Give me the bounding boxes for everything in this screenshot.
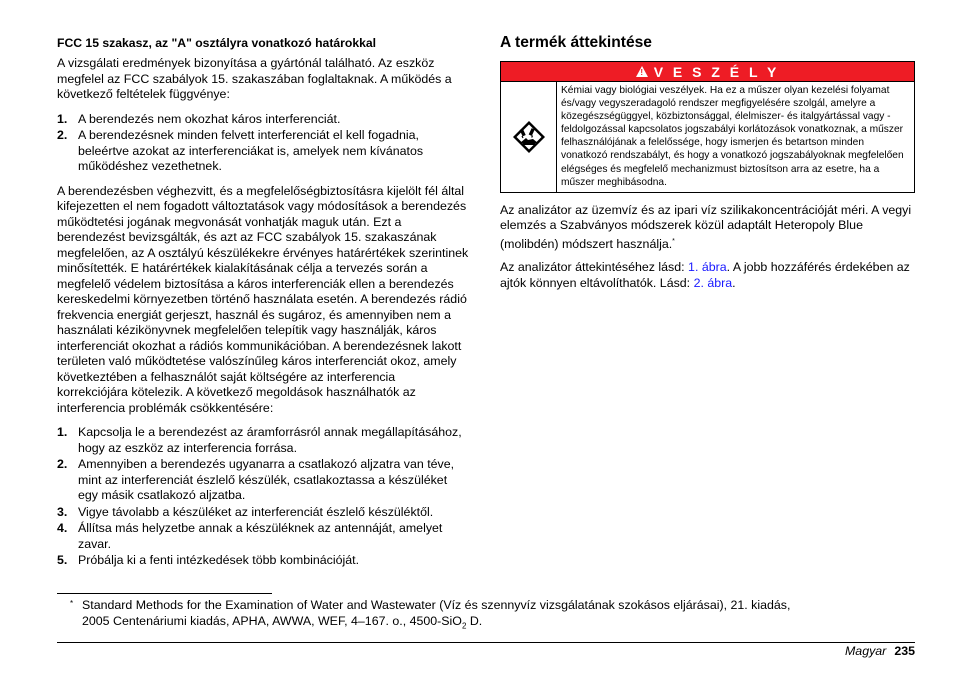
interference-solutions-list [57,425,469,569]
footnote-text: Standard Methods for the Examination of Water and Wastewater (Víz és szennyvíz vizsgálatának szokásos eljárásai), 21. kiadás, 2005 Centenáriumi kiadás, APHA, AWWA, WEF, 4–167. o., 4500-SiO$_2$ D. [82,598,791,630]
footer-divider [57,642,915,643]
footnote [70,598,870,633]
footnote-mark: * [70,599,74,608]
figure-1-link[interactable]: 1. ábra [688,260,727,275]
figure-2-link[interactable]: 2. ábra [693,275,733,290]
section-title: A termék áttekintése [500,34,652,51]
danger-notice [500,61,915,193]
danger-header [501,62,914,82]
list-item: 1. Kapcsolja le a berendezést az áramforrásról annak megállapításához, hogy az eszköz az interferencia forrása. [57,425,462,455]
warning-triangle-icon: ! [636,66,648,77]
page-number: 235 [894,644,915,658]
list-item: 5. Próbálja ki a fenti intézkedések több kombinációját. [57,553,360,567]
list-item: 4. Állítsa más helyzetbe annak a készüléknek az antennáját, amelyet zavar. [57,521,443,551]
fcc-body: A berendezésben véghezvitt, és a megfelelőségbiztosításra kijelölt fél által kifejezetten el nem fogadott változtatások vagy módosítások a berendezés működtetési jogának megvonását vonhatják maguk után. Ezt a berendezést bevizsgálták, és azt az FCC szabályok 15. szakaszának megfelelően, az A osztályú készülékekre érvényes határértékek szerintinek minősítették. E határértékek kialakításának célja a tervezés során a megfelelő védelem biztosítása a káros interferenciák ellen a berendezés kereskedelmi környezetben történő használata esetén. A berendezés rádió frekvencia energiát gerjeszt, használ és sugároz, és amennyiben nem a használati kézikönyvnek megfelelően telepítik vagy használják, káros interferenciát okozhat a rádiós kommunikációban. A berendezésnek lakott területen való működtetése valószínűleg káros interferenciát okoz, amely következtében a felhasználót saját költségére az interferencia korrekciójára kötelezik. A következő megoldások használhatók az interferencia problémák csökkentésére: [57,183,469,415]
danger-text: Kémiai vagy biológiai veszélyek. Ha ez a műszer olyan kezelési folyamat és/vagy vegyszeradagoló rendszer megfigyelésére szolgál, amelyre a közegészségüggyel, közbiztonsággal, élelmiszer- és italgyártással vagy -feldolgozással kapcsolatos jogszabályi korlátozások vonatkoznak, a műszer felhasználójának a felelőssége, hogy ismerjen és betartson minden vonatkozó rendszabályt, és hogy a vonatkozó jogszabályoknak megfelelően elégséges és megfelelő mechanizmust biztosítson arra az esetre, ha a műszer meghibásodna. [561,85,904,188]
fcc-heading: FCC 15 szakasz, az "A" osztályra vonatkozó határokkal [57,36,377,50]
analyzer-overview: Az analizátor áttekintéséhez lásd: 1. ábra. A jobb hozzáférés érdekében az ajtók könnyen eltávolíthatók. Lásd: 2. ábra. [500,260,910,290]
analyzer-description: Az analizátor az üzemvíz és az ipari víz szilikakoncentrációját méri. A vegyi elemzés a Szabványos módszerek közül adaptált Heteropoly Blue (molibdén) módszert használja.* [500,202,912,251]
list-item: 2. Amennyiben a berendezés ugyanarra a csatlakozó aljzatra van téve, mint az interferenciát észlelő készülék, csatlakoztassa a készüléket egy másik csatlakozó aljzatba. [57,457,455,502]
footnote-ref: * [672,237,675,245]
list-item: 2. A berendezésnek minden felvett interferenciát el kell fogadnia, beleértve azokat az interferenciákat is, amelyek nem kívánatos működéshez vezethetnek. [57,128,424,173]
danger-body [501,82,914,192]
fcc-intro: A vizsgálati eredmények bizonyítása a gyártónál található. Az eszköz megfelel az FCC szabályok 15. szakaszában foglaltaknak. A működés a következő feltételek függvénye: [57,56,452,101]
fcc-conditions-list [57,112,469,175]
page-footer [845,644,915,659]
left-column [57,36,469,570]
footer-language: Magyar [844,644,887,658]
list-item: 3. Vigye távolabb a készüléket az interferenciát észlelő készüléktől. [57,504,434,519]
danger-icon-cell [501,82,557,192]
danger-title: V E S Z É L Y [653,63,780,80]
footnote-divider [57,593,272,594]
chemical-hazard-icon [511,119,547,155]
list-item: 1. A berendezés nem okozhat káros interferenciát. [57,111,341,126]
right-column [500,34,915,291]
